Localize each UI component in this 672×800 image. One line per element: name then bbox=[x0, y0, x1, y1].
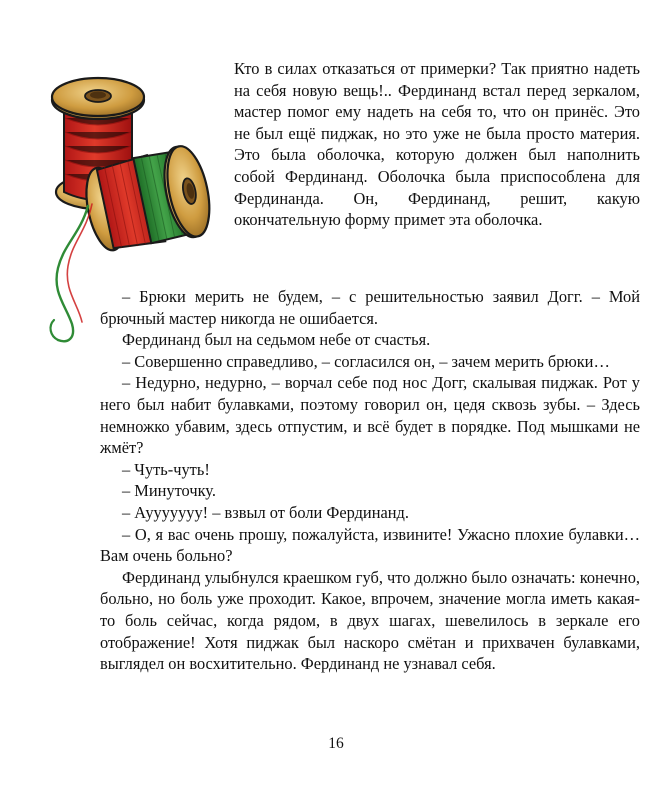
paragraph: Кто в силах отказаться от примерки? Так приятно надеть на себя новую вещь!.. Фердинанд встал перед зеркалом, мастер помог ему надеть на себя то, что он принёс. Это не был ещё пиджак, но это уже не была просто материя. Это была оболочка, которую должен был наполнить собой Фердинанд. Оболочка была приспособлена для Фердинанда. Он, Фердинанд, решит, какую окончательную форму примет эта оболочка. bbox=[234, 59, 640, 230]
paragraph: – Аууууууу! – взвыл от боли Фердинанд. bbox=[122, 502, 409, 522]
paragraph: – Чуть-чуть! bbox=[122, 459, 210, 479]
paragraph: – О, я вас очень прошу, пожалуйста, извините! Ужасно плохие булавки… Вам очень больно? bbox=[100, 524, 640, 566]
paragraph: – Недурно, недурно, – ворчал себе под нос Догг, скалывая пиджак. Рот у него был набит булавками, поэтому говорил он, цедя сквозь зубы. – Здесь немножко убавим, здесь отпустим, и всё будет в порядке. Под мышками не жмёт? bbox=[100, 373, 640, 458]
body-column-lower bbox=[100, 286, 640, 675]
page-number: 16 bbox=[328, 735, 344, 752]
paragraph: Фердинанд улыбнулся краешком губ, что должно было означать: конечно, больно, но боль уже проходит. Какое, впрочем, значение могла иметь какая-то боль сейчас, когда рядом, в двух шагах, шевелилось в зеркале его отображение! Хотя пиджак был наскоро смётан и прихвачен булавками, выглядел он восхитительно. Фердинанд не узнавал себя. bbox=[100, 567, 640, 674]
body-column-top bbox=[234, 58, 640, 231]
paragraph: – Минуточку. bbox=[122, 481, 216, 501]
paragraph: Фердинанд был на седьмом небе от счастья. bbox=[122, 330, 431, 350]
paragraph: – Совершенно справедливо, – согласился он, – зачем мерить брюки… bbox=[122, 351, 610, 371]
paragraph: – Брюки мерить не будем, – с решительностью заявил Догг. – Мой брючный мастер никогда не ошибается. bbox=[100, 287, 640, 328]
